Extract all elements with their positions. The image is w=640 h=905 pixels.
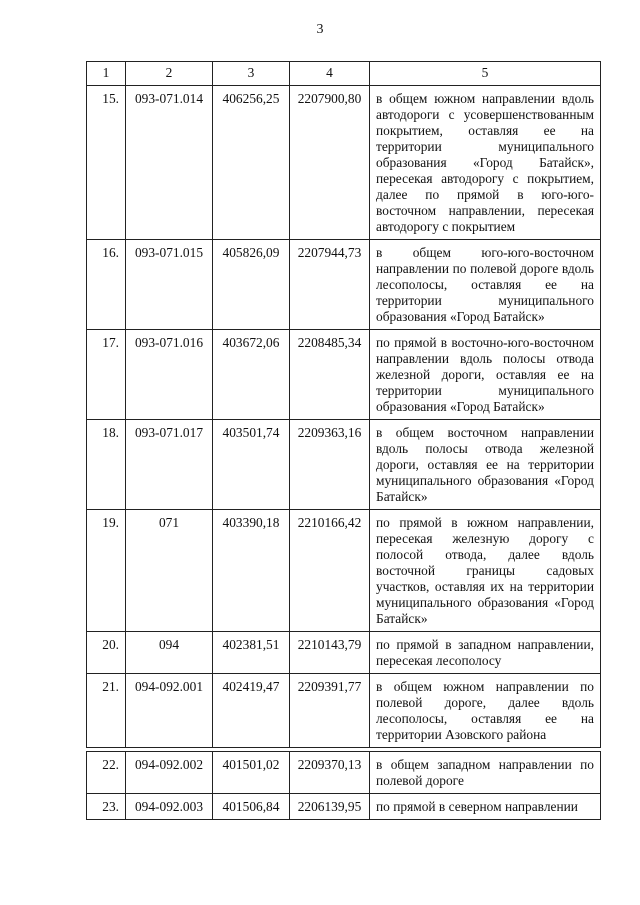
row-number: 21. [87, 674, 126, 748]
header-col-2: 2 [126, 62, 213, 86]
row-number: 23. [87, 794, 126, 820]
table-header-row [87, 62, 601, 86]
header-col-5: 5 [370, 62, 601, 86]
coord-x: 401501,02 [213, 752, 290, 794]
coord-x: 406256,25 [213, 86, 290, 240]
coord-y: 2210166,42 [290, 510, 370, 632]
header-col-3: 3 [213, 62, 290, 86]
row-number: 22. [87, 752, 126, 794]
coord-y: 2209391,77 [290, 674, 370, 748]
row-number: 19. [87, 510, 126, 632]
coord-y: 2209363,16 [290, 420, 370, 510]
point-id: 071 [126, 510, 213, 632]
boundary-description: в общем южном направлении вдоль автодороги с усовершенствованным покрытием, оставляя ее на территории муниципального образования «Город Батайск», пересекая автодорогу с покрытием, далее по прямой в юго-юго-восточном направлении, пересекая автодорогу с покрытием [370, 86, 601, 240]
point-id: 093-071.014 [126, 86, 213, 240]
table-row [87, 510, 601, 632]
point-id: 093-071.015 [126, 240, 213, 330]
header-col-4: 4 [290, 62, 370, 86]
row-number: 17. [87, 330, 126, 420]
row-number: 16. [87, 240, 126, 330]
boundary-description: в общем юго-юго-восточном направлении по полевой дороге вдоль лесополосы, оставляя ее на территории муниципального образования «Город Батайск» [370, 240, 601, 330]
coord-x: 405826,09 [213, 240, 290, 330]
page-number: 3 [316, 22, 324, 37]
table-row [87, 420, 601, 510]
table-row [87, 330, 601, 420]
coord-y: 2207900,80 [290, 86, 370, 240]
table-row [87, 752, 601, 794]
row-number: 15. [87, 86, 126, 240]
row-number: 18. [87, 420, 126, 510]
point-id: 093-071.016 [126, 330, 213, 420]
row-number: 20. [87, 632, 126, 674]
boundary-description: по прямой в восточно-юго-восточном направлении вдоль полосы отвода железной дороги, оставляя ее на территории муниципального образования «Город Батайск» [370, 330, 601, 420]
point-id: 093-071.017 [126, 420, 213, 510]
point-id: 094-092.002 [126, 752, 213, 794]
coord-y: 2207944,73 [290, 240, 370, 330]
coord-x: 403390,18 [213, 510, 290, 632]
boundary-description: по прямой в южном направлении, пересекая железную дорогу с полосой отвода, далее вдоль восточной границы садовых участков, оставляя их на территории муниципального образования «Город Батайск» [370, 510, 601, 632]
coord-y: 2210143,79 [290, 632, 370, 674]
coord-y: 2206139,95 [290, 794, 370, 820]
point-id: 094-092.001 [126, 674, 213, 748]
coord-x: 401506,84 [213, 794, 290, 820]
boundary-description: по прямой в северном направлении [370, 794, 601, 820]
coord-x: 402419,47 [213, 674, 290, 748]
boundary-description: в общем южном направлении по полевой дороге, далее вдоль лесополосы, оставляя ее на территории Азовского района [370, 674, 601, 748]
table-row [87, 674, 601, 748]
table-row [87, 240, 601, 330]
coord-x: 402381,51 [213, 632, 290, 674]
header-col-1: 1 [87, 62, 126, 86]
boundary-points-table [86, 61, 601, 820]
coord-y: 2208485,34 [290, 330, 370, 420]
coord-x: 403672,06 [213, 330, 290, 420]
point-id: 094-092.003 [126, 794, 213, 820]
point-id: 094 [126, 632, 213, 674]
table-row [87, 794, 601, 820]
table-row [87, 632, 601, 674]
coord-y: 2209370,13 [290, 752, 370, 794]
boundary-description: в общем восточном направлении вдоль полосы отвода железной дороги, оставляя ее на территории муниципального образования «Город Батайск» [370, 420, 601, 510]
table-row [87, 86, 601, 240]
boundary-description: в общем западном направлении по полевой дороге [370, 752, 601, 794]
boundary-description: по прямой в западном направлении, пересекая лесополосу [370, 632, 601, 674]
coord-x: 403501,74 [213, 420, 290, 510]
